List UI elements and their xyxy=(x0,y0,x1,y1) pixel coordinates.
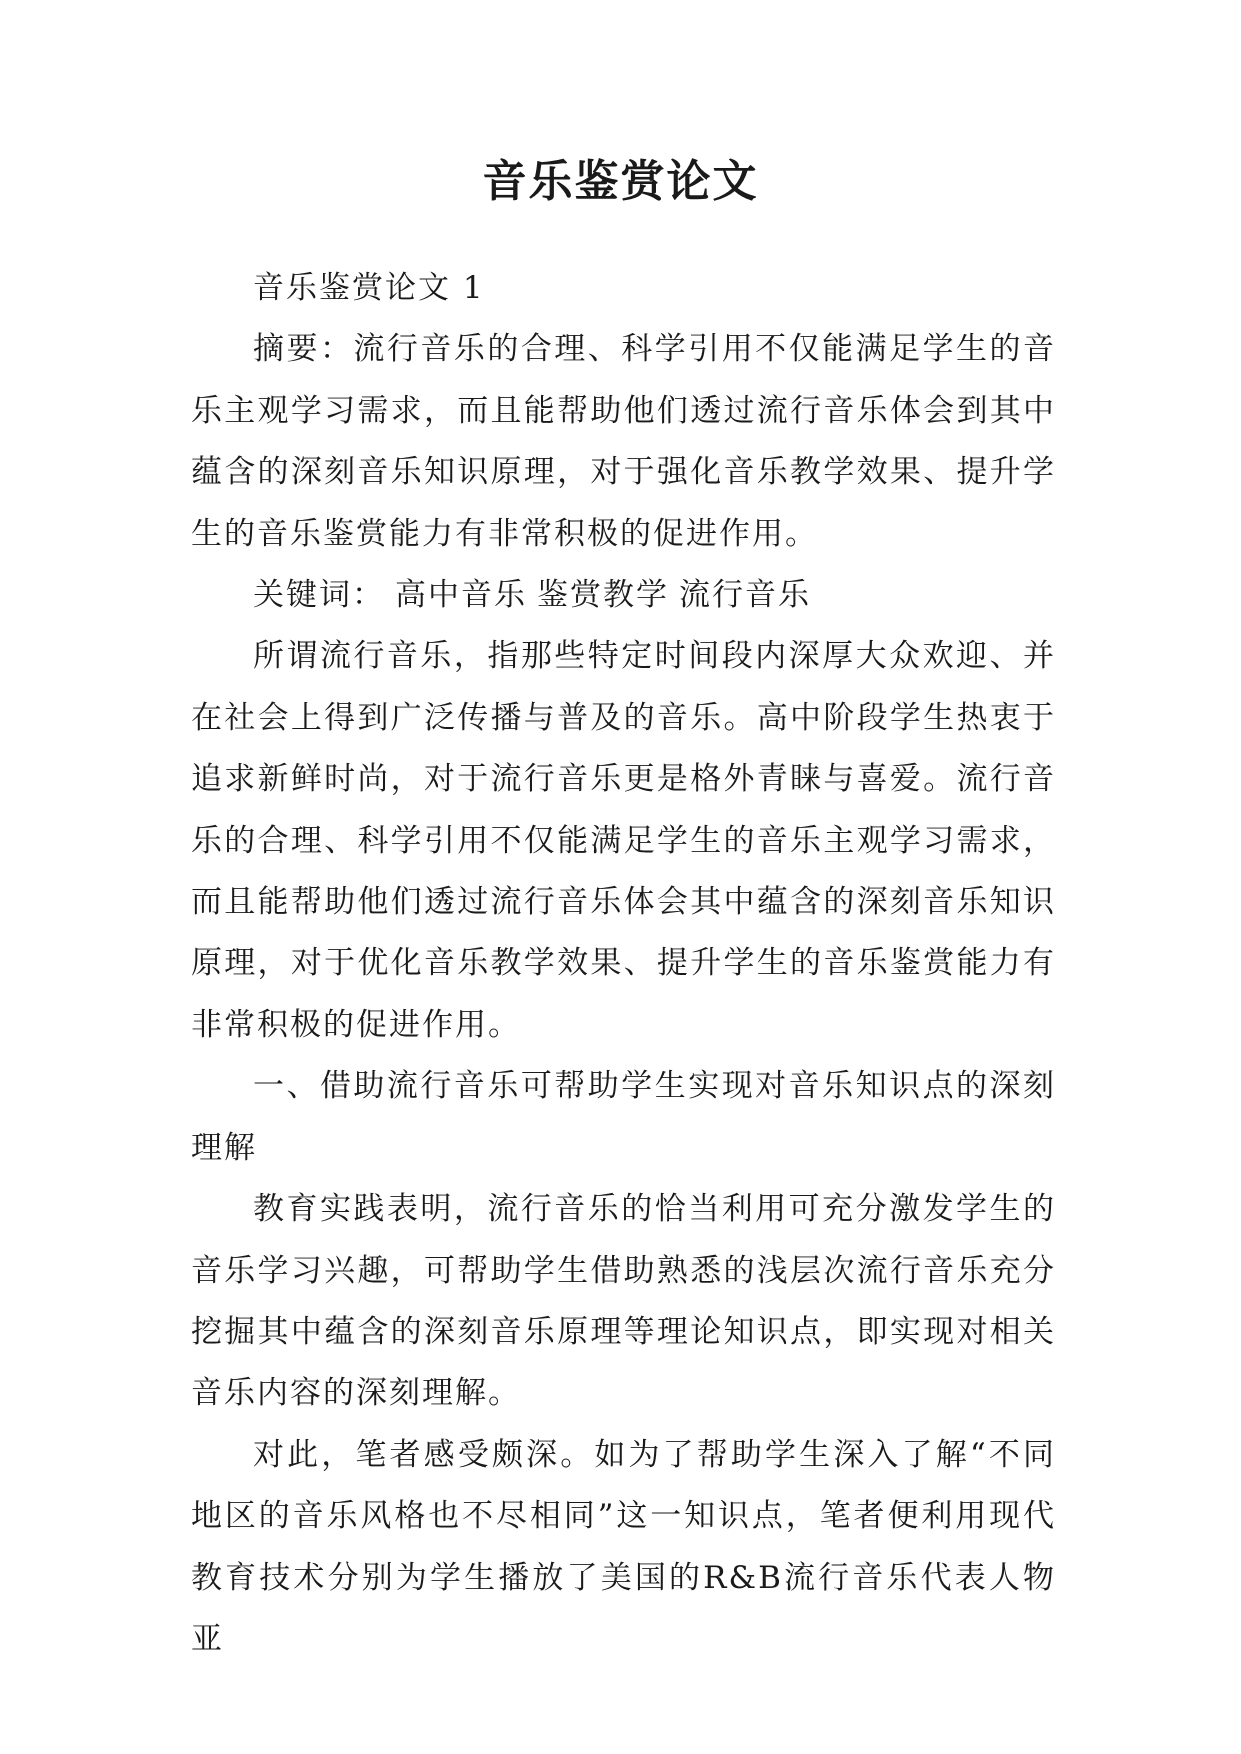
keywords-label: 关键词： xyxy=(253,577,385,614)
keywords-line xyxy=(191,565,1056,626)
abstract-paragraph: 摘要：流行音乐的合理、科学引用不仅能满足学生的音乐主观学习需求，而且能帮助他们透过流行音乐体会到其中蕴含的深刻音乐知识原理，对于强化音乐教学效果、提升学生的音乐鉴赏能力有非常积极的促进作用。 xyxy=(191,331,1056,552)
body-paragraph: 对此，笔者感受颇深。如为了帮助学生深入了解“不同地区的音乐风格也不尽相同”这一知识点，笔者便利用现代教育技术分别为学生播放了美国的R&B流行音乐代表人物亚 xyxy=(191,1436,1056,1657)
keyword-item: 高中音乐 xyxy=(395,577,527,614)
keyword-item: 鉴赏教学 xyxy=(537,577,669,614)
section-heading-1: 一、借助流行音乐可帮助学生实现对音乐知识点的深刻理解 xyxy=(191,1068,1056,1166)
body-paragraph: 教育实践表明，流行音乐的恰当利用可充分激发学生的音乐学习兴趣，可帮助学生借助熟悉的浅层次流行音乐充分挖掘其中蕴含的深刻音乐原理等理论知识点，即实现对相关音乐内容的深刻理解。 xyxy=(191,1191,1056,1412)
keyword-item: 流行音乐 xyxy=(679,577,811,614)
body-paragraph: 所谓流行音乐，指那些特定时间段内深厚大众欢迎、并在社会上得到广泛传播与普及的音乐。高中阶段学生热衷于追求新鲜时尚，对于流行音乐更是格外青睐与喜爱。流行音乐的合理、科学引用不仅能满足学生的音乐主观学习需求，而且能帮助他们透过流行音乐体会其中蕴含的深刻音乐知识原理，对于优化音乐教学效果、提升学生的音乐鉴赏能力有非常积极的促进作用。 xyxy=(191,638,1056,1043)
document-body xyxy=(191,258,1056,1670)
section-heading: 音乐鉴赏论文 1 xyxy=(253,270,485,306)
document-title: 音乐鉴赏论文 xyxy=(482,156,759,207)
